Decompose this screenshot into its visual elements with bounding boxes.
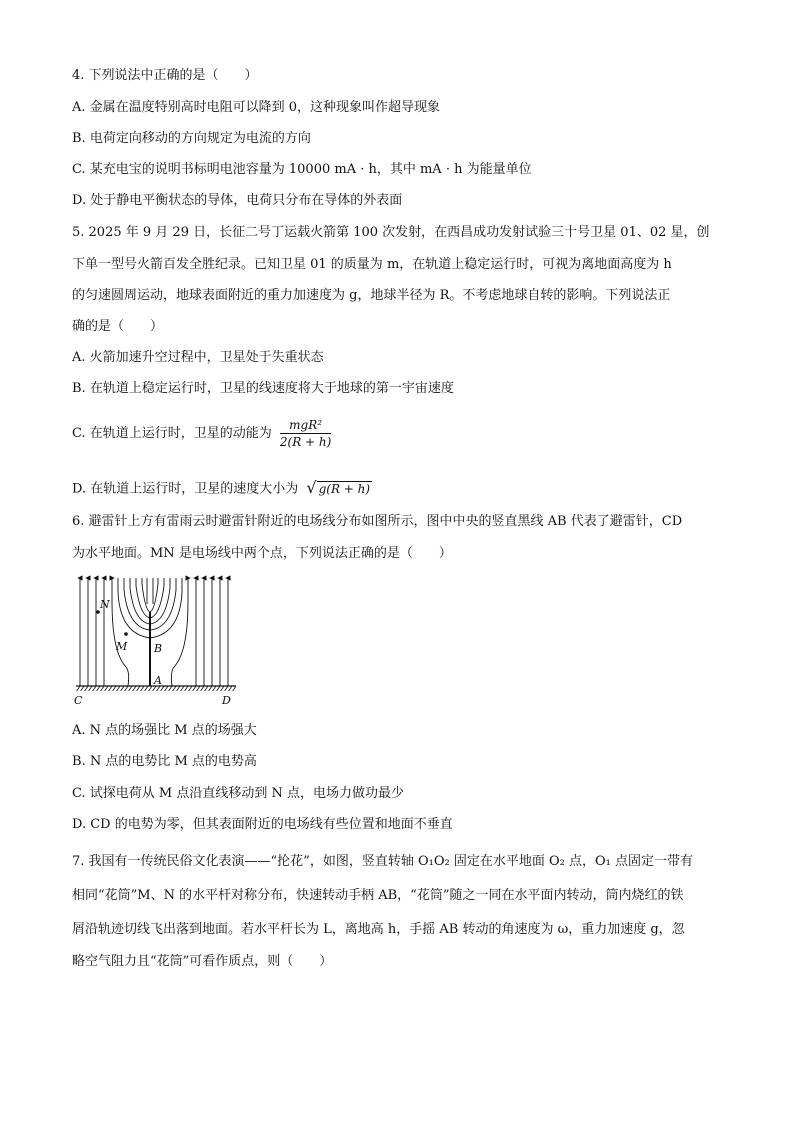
q4-option-b: B. 电荷定向移动的方向规定为电流的方向 xyxy=(72,131,311,146)
label-b: B xyxy=(154,642,163,655)
q5-stem-line-4: 确的是（ ） xyxy=(72,319,164,334)
q7-stem-line-4: 略空气阻力且“花筒”可看作质点，则（ ） xyxy=(72,954,333,969)
sqrt-expression xyxy=(306,479,372,499)
q4-option-c: C. 某充电宝的说明书标明电池容量为 10000 mA · h，其中 mA · h 为能量单位 xyxy=(72,162,532,177)
q6-option-a: A. N 点的场强比 M 点的场强大 xyxy=(72,723,257,738)
q6-option-b: B. N 点的电势比 M 点的电势高 xyxy=(72,754,257,769)
label-a: A xyxy=(154,674,162,687)
q5-option-a: A. 火箭加速升空过程中，卫星处于失重状态 xyxy=(72,350,324,365)
q5-option-c-text: C. 在轨道上运行时，卫星的动能为 xyxy=(72,426,272,441)
q4-option-d: D. 处于静电平衡状态的导体，电荷只分布在导体的外表面 xyxy=(72,193,403,208)
q5-option-b: B. 在轨道上稳定运行时，卫星的线速度将大于地球的第一宇宙速度 xyxy=(72,381,454,396)
q6-stem-line-2: 为水平地面。MN 是电场线中两个点，下列说法正确的是（ ） xyxy=(72,546,452,561)
q4-option-a: A. 金属在温度特别高时电阻可以降到 0，这种现象叫作超导现象 xyxy=(72,100,441,115)
label-n: N xyxy=(100,598,110,611)
label-m: M xyxy=(116,640,128,653)
point-m-dot xyxy=(124,632,128,636)
q5-stem-line-2: 下单一型号火箭百发全胜纪录。已知卫星 01 的质量为 m，在轨道上稳定运行时，可视为离地面高度为 h xyxy=(72,257,672,272)
straight-field-lines xyxy=(80,578,228,686)
q7-stem-line-1: 7. 我国有一传统民俗文化表演——“抡花”，如图，竖直转轴 O₁O₂ 固定在水平地面 O₂ 点，O₁ 点固定一带有 xyxy=(72,854,693,869)
q5-option-d xyxy=(72,479,372,499)
q5-option-c xyxy=(72,416,331,452)
fraction-numerator: mgR² xyxy=(280,417,331,434)
sqrt-radicand: g(R + h) xyxy=(318,482,371,496)
q5-option-c-fraction xyxy=(280,417,331,450)
q4-stem: 4. 下列说法中正确的是（ ） xyxy=(72,68,258,83)
label-d: D xyxy=(222,694,231,707)
q7-stem-line-2: 相同“花筒”M、N 的水平杆对称分布，快速转动手柄 AB，“花筒”随之一同在水平面内转动，筒内烧红的铁 xyxy=(72,888,684,903)
q5-option-d-text: D. 在轨道上运行时，卫星的速度大小为 xyxy=(72,481,299,497)
fraction-denominator: 2(R + h) xyxy=(279,435,332,449)
q6-stem-line-1: 6. 避雷针上方有雷雨云时避雷针附近的电场线分布如图所示，图中中央的竖直黑线 AB 代表了避雷针，CD xyxy=(72,514,683,529)
q5-stem-line-3: 的匀速圆周运动，地球表面附近的重力加速度为 g，地球半径为 R。不考虑地球自转的影响。下列说法正 xyxy=(72,288,671,303)
label-c: C xyxy=(74,694,83,707)
sqrt-icon: √ xyxy=(306,478,317,497)
q5-stem-line-1: 5. 2025 年 9 月 29 日，长征二号丁运载火箭第 100 次发射，在西昌成功发射试验三十号卫星 01、02 星，创 xyxy=(72,225,710,240)
q6-option-c: C. 试探电荷从 M 点沿直线移动到 N 点，电场力做功最少 xyxy=(72,786,404,801)
q7-stem-line-3: 屑沿轨迹切线飞出落到地面。若水平杆长为 L，离地高 h，手摇 AB 转动的角速度为 ω，重力加速度 g，忽 xyxy=(72,922,685,937)
q6-option-d: D. CD 的电势为零，但其表面附近的电场线有些位置和地面不垂直 xyxy=(72,817,453,832)
lightning-rod-field-figure xyxy=(68,572,248,712)
